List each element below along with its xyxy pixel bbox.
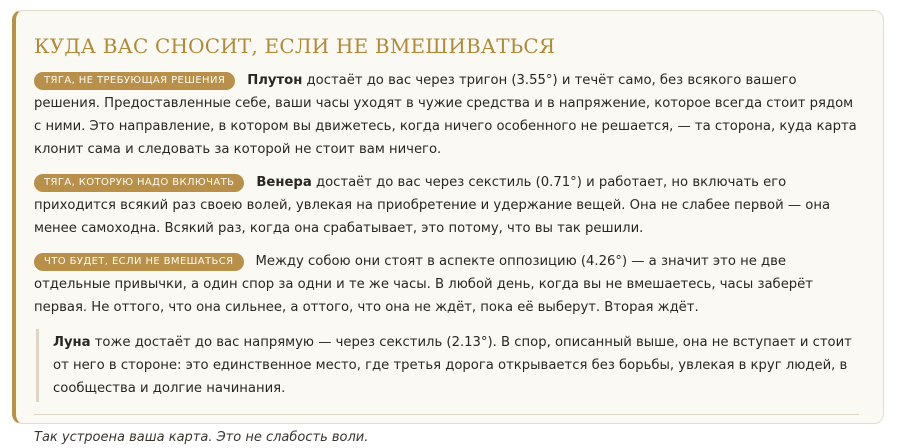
- moon-note-text: тоже достаёт до вас напрямую — через секстиль (2.13°). В спор, описанный выше, она не вступает и стоит от него в стороне: это единственное место, где третья дорога открывается без борьбы, увлекая в круг людей, в сообщества и долгие начинания.: [53, 335, 852, 396]
- paragraph-venus: [34, 171, 859, 240]
- badge-effortful-pull: ТЯГА, КОТОРУЮ НАДО ВКЛЮЧАТЬ: [34, 174, 244, 192]
- paragraph-pluto: [34, 69, 859, 161]
- badge-effortless-pull: ТЯГА, НЕ ТРЕБУЮЩАЯ РЕШЕНИЯ: [34, 72, 235, 90]
- badge-default-outcome: ЧТО БУДЕТ, ЕСЛИ НЕ ВМЕШАТЬСЯ: [34, 253, 244, 271]
- paragraph-text: Между собою они стоят в аспекте оппозицию (4.26°) — а значит это не две отдельные привычки, а один спор за одни и те же часы. В любой день, когда вы не вмешаетесь, часы заберёт первая. Не оттого, что она сильнее, а оттого, что она не ждёт, пока её выберут. Вторая ждёт.: [34, 254, 813, 315]
- interpretation-card: [12, 10, 884, 445]
- paragraph-text: достаёт до вас через тригон (3.55°) и течёт само, без всякого вашего решения. Предоставленные себе, ваши часы уходят в чужие средства и в напряжение, которое всегда стоит рядом с ними. Это направление, в котором вы движетесь, когда ничего особенного не решается, — та сторона, куда карта клонит сама и следовать за которой не стоит вам ничего.: [34, 73, 857, 157]
- paragraph-text: достаёт до вас через секстиль (0.71°) и работает, но включать его приходится всякий раз своею волей, увлекая на приобретение и удержание вещей. Она не слабее первой — она менее самоходна. Всякий раз, когда она срабатывает, это потому, что вы так решили.: [34, 175, 831, 236]
- section-title: КУДА ВАС СНОСИТ, ЕСЛИ НЕ ВМЕШИВАТЬСЯ: [34, 34, 556, 58]
- paragraph-opposition: [34, 250, 859, 319]
- planet-name-venus: Венера: [256, 175, 312, 190]
- planet-name-pluto: Плутон: [247, 73, 303, 88]
- planet-name-moon: Луна: [53, 335, 91, 350]
- divider: [34, 414, 859, 415]
- closing-line: Так устроена ваша карта. Это не слабость воли.: [34, 430, 369, 445]
- moon-note: [36, 329, 859, 402]
